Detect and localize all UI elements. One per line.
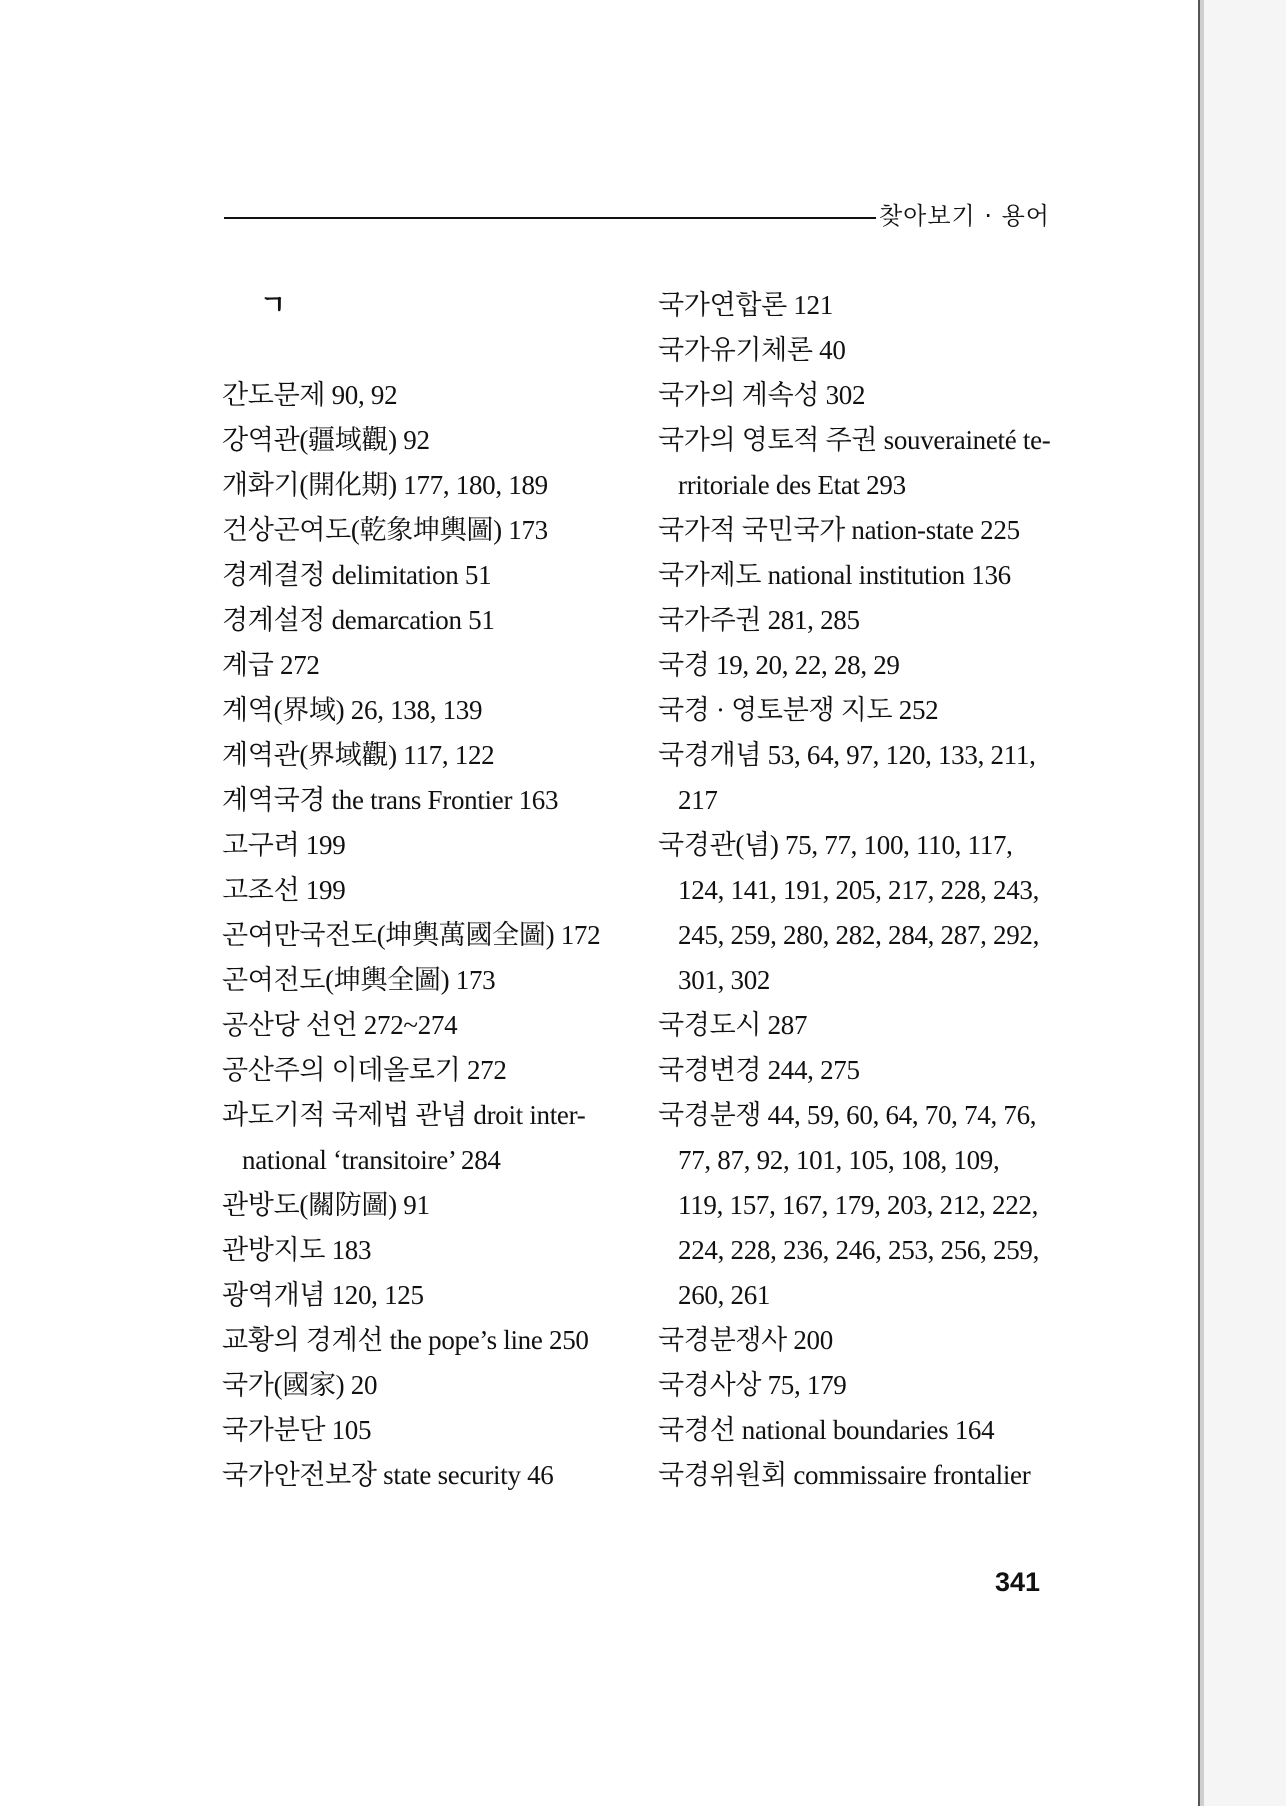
index-column-left bbox=[222, 283, 622, 1498]
index-entry: 관방지도 183 bbox=[222, 1235, 372, 1265]
index-entry: 계역관(界域觀) 117, 122 bbox=[222, 740, 495, 770]
index-entry: 국가분단 105 bbox=[222, 1415, 372, 1445]
index-entry: 곤여만국전도(坤輿萬國全圖) 172 bbox=[222, 920, 601, 950]
index-entry: 광역개념 120, 125 bbox=[222, 1280, 424, 1310]
index-entry: 관방도(關防圖) 91 bbox=[222, 1190, 430, 1220]
running-header bbox=[224, 196, 1050, 236]
index-entry: 국가(國家) 20 bbox=[222, 1370, 378, 1400]
index-entry: 국가유기체론 40 bbox=[658, 335, 846, 365]
index-entry: 국경위원회 commissaire frontalier bbox=[658, 1460, 1031, 1490]
section-letter: ㄱ bbox=[260, 290, 286, 321]
index-entry-continuation: national ‘transitoire’ 284 bbox=[242, 1145, 501, 1175]
index-entry: 계역(界域) 26, 138, 139 bbox=[222, 695, 483, 725]
viewer-background bbox=[1204, 0, 1286, 1806]
index-entry: 경계설정 demarcation 51 bbox=[222, 605, 495, 635]
header-rule bbox=[224, 217, 876, 219]
index-entry: 국경개념 53, 64, 97, 120, 133, 211, bbox=[658, 740, 1036, 770]
section-spacer bbox=[222, 328, 622, 373]
index-entry: 개화기(開化期) 177, 180, 189 bbox=[222, 470, 548, 500]
header-title: 찾아보기 · 용어 bbox=[879, 202, 1050, 230]
index-entry: 국경 19, 20, 22, 28, 29 bbox=[658, 650, 900, 680]
index-entry: 간도문제 90, 92 bbox=[222, 380, 398, 410]
index-entry: 공산당 선언 272~274 bbox=[222, 1010, 458, 1040]
index-entry: 국가연합론 121 bbox=[658, 290, 833, 320]
index-entry-continuation: 245, 259, 280, 282, 284, 287, 292, bbox=[678, 920, 1040, 950]
index-entry-continuation: 217 bbox=[678, 785, 718, 815]
index-entry: 국경선 national boundaries 164 bbox=[658, 1415, 995, 1445]
index-entry: 국가의 영토적 주권 souveraineté te- bbox=[658, 425, 1051, 455]
index-entry-continuation: 260, 261 bbox=[678, 1280, 771, 1310]
index-entry: 고조선 199 bbox=[222, 875, 346, 905]
index-entry: 계급 272 bbox=[222, 650, 320, 680]
index-entry: 과도기적 국제법 관념 droit inter- bbox=[222, 1100, 586, 1130]
index-entry-continuation: rritoriale des Etat 293 bbox=[678, 470, 906, 500]
index-entry: 국경관(념) 75, 77, 100, 110, 117, bbox=[658, 830, 1013, 860]
index-entry: 국경도시 287 bbox=[658, 1010, 808, 1040]
index-entry: 국경변경 244, 275 bbox=[658, 1055, 860, 1085]
index-column-right bbox=[658, 283, 1068, 1498]
index-entry: 국경분쟁사 200 bbox=[658, 1325, 833, 1355]
index-entry: 교황의 경계선 the pope’s line 250 bbox=[222, 1325, 589, 1355]
index-entry: 국가의 계속성 302 bbox=[658, 380, 866, 410]
index-entry-continuation: 224, 228, 236, 246, 253, 256, 259, bbox=[678, 1235, 1040, 1265]
index-entry: 국가적 국민국가 nation-state 225 bbox=[658, 515, 1020, 545]
index-entry-continuation: 301, 302 bbox=[678, 965, 771, 995]
index-entry-continuation: 124, 141, 191, 205, 217, 228, 243, bbox=[678, 875, 1040, 905]
index-entry-continuation: 119, 157, 167, 179, 203, 212, 222, bbox=[678, 1190, 1039, 1220]
index-entry: 국가제도 national institution 136 bbox=[658, 560, 1011, 590]
index-entry: 경계결정 delimitation 51 bbox=[222, 560, 492, 590]
index-entry: 곤여전도(坤輿全圖) 173 bbox=[222, 965, 496, 995]
index-entry-continuation: 77, 87, 92, 101, 105, 108, 109, bbox=[678, 1145, 1000, 1175]
index-entry: 국가주권 281, 285 bbox=[658, 605, 860, 635]
index-entry: 계역국경 the trans Frontier 163 bbox=[222, 785, 559, 815]
index-entry: 건상곤여도(乾象坤輿圖) 173 bbox=[222, 515, 548, 545]
index-entry: 강역관(疆域觀) 92 bbox=[222, 425, 430, 455]
page-number: 341 bbox=[995, 1567, 1041, 1597]
index-entry: 공산주의 이데올로기 272 bbox=[222, 1055, 507, 1085]
index-entry: 국경분쟁 44, 59, 60, 64, 70, 74, 76, bbox=[658, 1100, 1037, 1130]
index-entry: 국가안전보장 state security 46 bbox=[222, 1460, 554, 1490]
index-entry: 고구려 199 bbox=[222, 830, 346, 860]
index-entry: 국경 · 영토분쟁 지도 252 bbox=[658, 695, 939, 725]
index-entry: 국경사상 75, 179 bbox=[658, 1370, 847, 1400]
